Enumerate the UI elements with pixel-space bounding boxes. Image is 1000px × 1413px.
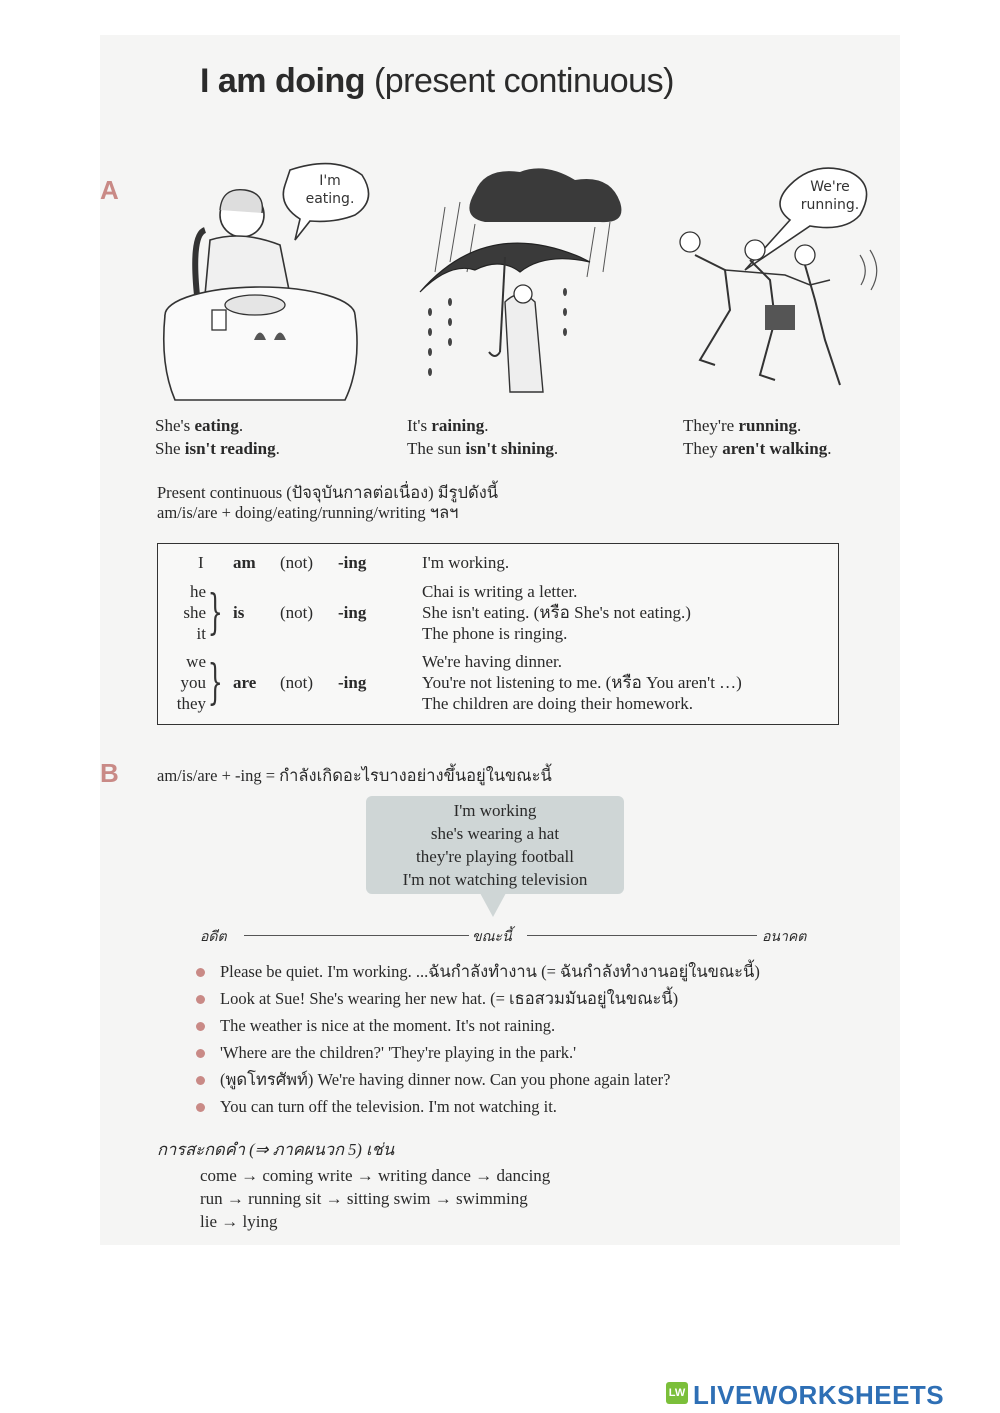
- pronoun-i: I: [198, 553, 204, 572]
- page-title: I am doing (present continuous): [200, 62, 674, 100]
- timeline-past: อดีต: [200, 929, 227, 945]
- timeline-line-right: [527, 935, 757, 936]
- spelling-row: come → coming write → writing dance → dancing: [200, 1166, 551, 1185]
- rain-umbrella-illustration: [405, 162, 635, 402]
- examples-row2: Chai is writing a letter. She isn't eating. (หรือ She's not eating.) The phone is ringing.: [422, 582, 691, 643]
- speech-bubble-running: We're running.: [800, 179, 860, 213]
- ing-label: -ing: [338, 553, 367, 572]
- not-label: (not): [280, 603, 314, 622]
- caption-running: They're running. They aren't walking.: [683, 416, 832, 458]
- grammar-table: [157, 543, 839, 725]
- brace-row2: }: [207, 584, 223, 640]
- now-example-box: I'm working she's wearing a hat they're playing football I'm not watching television: [366, 796, 624, 894]
- caption-eating: She's eating. She isn't reading.: [155, 416, 280, 458]
- box-pointer: [480, 893, 506, 919]
- verb-is: is: [233, 603, 245, 622]
- example-row1: I'm working.: [422, 553, 510, 572]
- pronouns-he-she-it: he she it: [183, 582, 206, 643]
- caption-raining: It's raining. The sun isn't shining.: [407, 416, 559, 458]
- list-item: Look at Sue! She's wearing her new hat. (= เธอสวมมันอยู่ในขณะนี้): [200, 989, 678, 1009]
- pronouns-we-you-they: we you they: [176, 652, 206, 713]
- examples-row3: We're having dinner. You're not listening to me. (หรือ You aren't …) The children are doing their homework.: [422, 652, 742, 713]
- section-a-letter: A: [100, 175, 119, 205]
- list-item: The weather is nice at the moment. It's not raining.: [200, 1016, 555, 1036]
- timeline-now: ขณะนี้: [472, 929, 512, 945]
- ing-label: -ing: [338, 603, 367, 622]
- brace-row3: }: [207, 654, 223, 710]
- verb-am: am: [233, 553, 256, 572]
- spelling-row: lie → lying: [200, 1212, 278, 1231]
- present-continuous-intro: Present continuous (ปัจจุบันกาลต่อเนื่อง) มีรูปดังนี้ am/is/are + doing/eating/running/writing ฯลฯ: [157, 483, 499, 522]
- list-item: (พูดโทรศัพท์) We're having dinner now. Can you phone again later?: [200, 1070, 670, 1090]
- timeline-line-left: [244, 935, 469, 936]
- list-item: Please be quiet. I'm working. ...ฉันกำลังทำงาน (= ฉันกำลังทำงานอยู่ในขณะนี้): [200, 962, 760, 982]
- spelling-heading: การสะกดคำ (⇒ ภาคผนวก 5) เช่น: [157, 1140, 395, 1159]
- timeline-future: อนาคต: [762, 929, 807, 945]
- list-item: 'Where are the children?' 'They're playing in the park.': [200, 1043, 576, 1063]
- liveworksheets-badge-icon: LW: [666, 1382, 688, 1404]
- not-label: (not): [280, 673, 314, 692]
- list-item: You can turn off the television. I'm not watching it.: [200, 1097, 557, 1117]
- verb-are: are: [233, 673, 257, 692]
- speech-bubble-eating: I'm eating.: [305, 173, 355, 207]
- not-label: (not): [280, 553, 314, 572]
- section-b-heading: am/is/are + -ing = กำลังเกิดอะไรบางอย่างขึ้นอยู่ในขณะนี้: [157, 766, 552, 785]
- ing-label: -ing: [338, 673, 367, 692]
- spelling-row: run → running sit → sitting swim → swimming: [200, 1189, 528, 1208]
- section-b-letter: B: [100, 758, 119, 788]
- liveworksheets-logo[interactable]: LIVEWORKSHEETS: [693, 1380, 945, 1410]
